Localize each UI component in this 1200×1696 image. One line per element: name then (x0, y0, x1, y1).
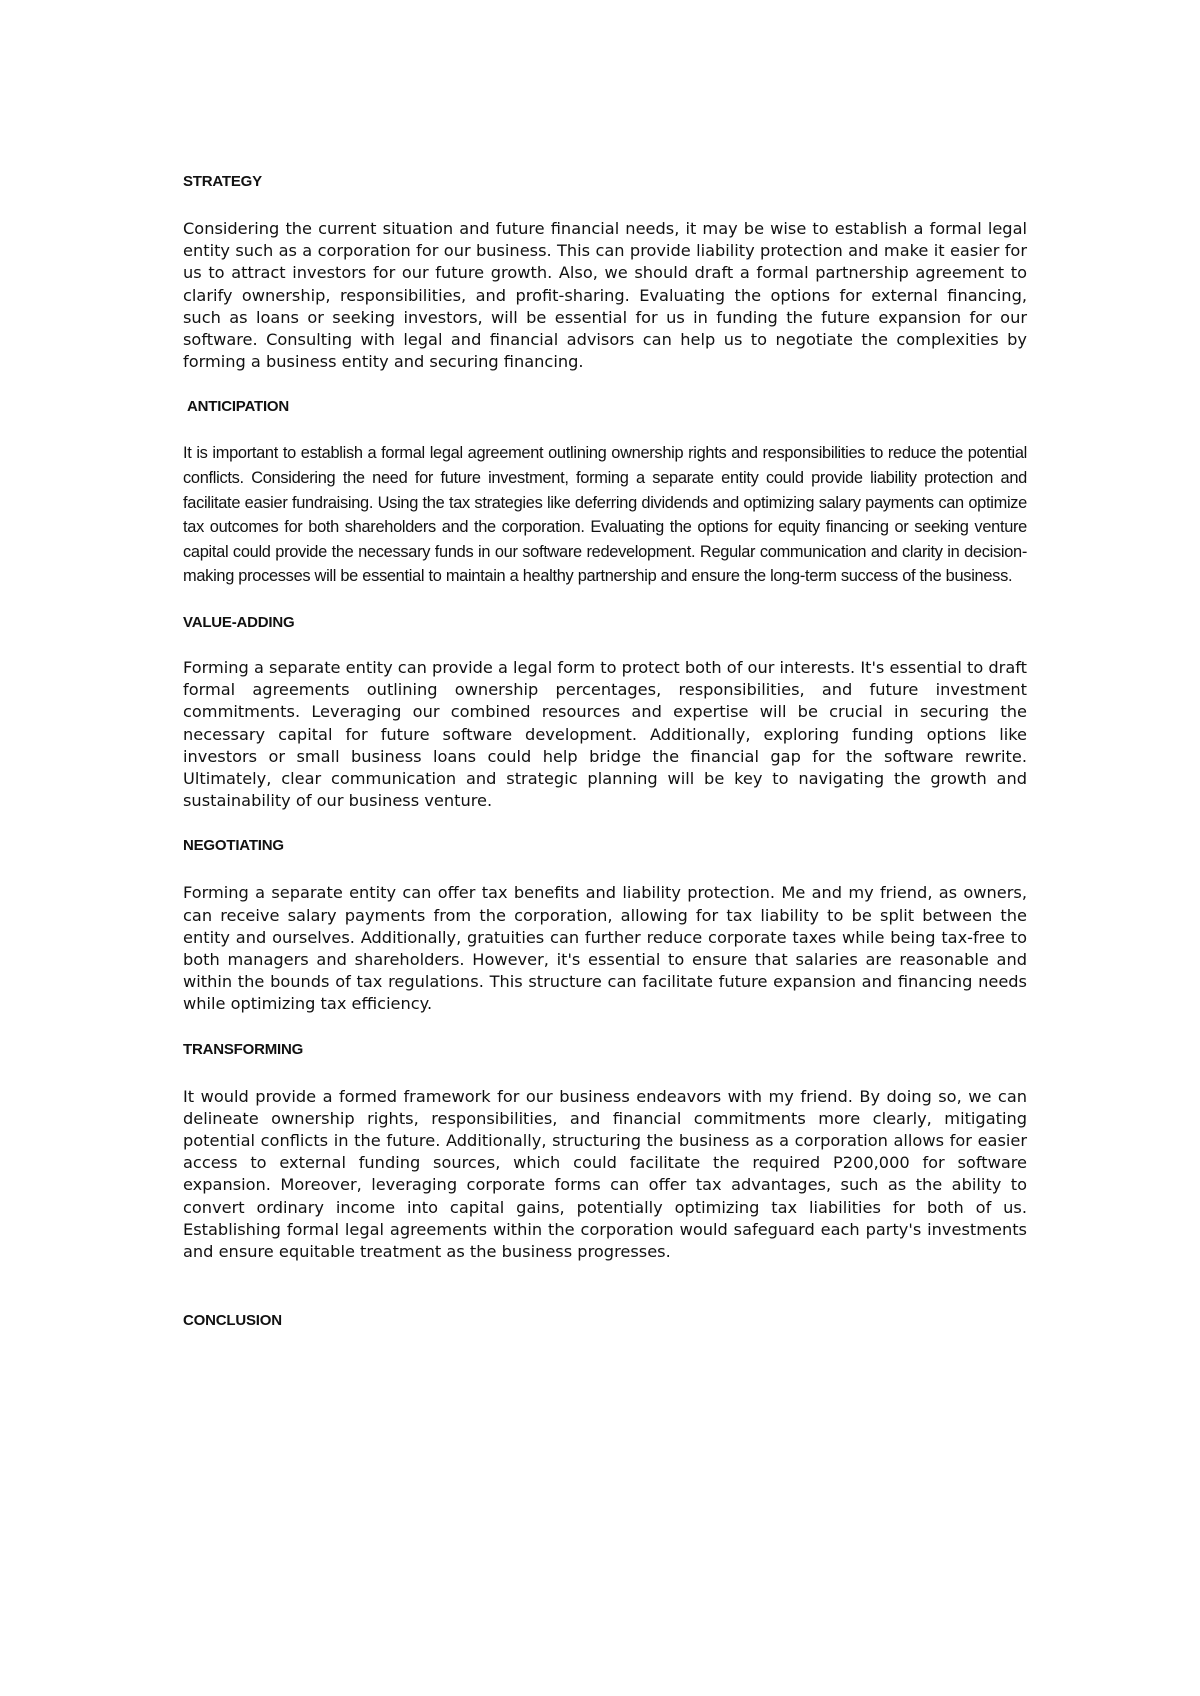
strategy-heading: STRATEGY (183, 173, 262, 190)
strategy-paragraph: Considering the current situation and future financial needs, it may be wise to establish a formal legal entity such as a corporation for our business. This can provide liability protection and make it easier for us to attract investors for our future growth. Also, we should draft a formal partnership agreement to clarify ownership, responsibilities, and profit-sharing. Evaluating the options for external financing, such as loans or seeking investors, will be essential for us in funding the future expansion for our software. Consulting with legal and financial advisors can help us to negotiate the complexities by forming a business entity and securing financing. (183, 219, 1027, 372)
value-adding-paragraph: Forming a separate entity can provide a legal form to protect both of our interests. It's essential to draft formal agreements outlining ownership percentages, responsibilities, and future investment commitments. Leveraging our combined resources and expertise will be crucial in securing the necessary capital for future software development. Additionally, exploring funding options like investors or small business loans could help bridge the financial gap for the software rewrite. Ultimately, clear communication and strategic planning will be key to navigating the growth and sustainability of our business venture. (183, 657, 1027, 811)
negotiating-paragraph: Forming a separate entity can offer tax benefits and liability protection. Me and my friend, as owners, can receive salary payments from the corporation, allowing for tax liability to be split between the entity and ourselves. Additionally, gratuities can further reduce corporate taxes while being tax-free to both managers and shareholders. However, it's essential to ensure that salaries are reasonable and within the bounds of tax regulations. This structure can facilitate future expansion and financing needs while optimizing tax efficiency. (183, 883, 1027, 1014)
transforming-paragraph: It would provide a formed framework for our business endeavors with my friend. By doing so, we can delineate ownership rights, responsibilities, and financial commitments more clearly, mitigating potential conflicts in the future. Additionally, structuring the business as a corporation allows for easier access to external funding sources, which could facilitate the required P200,000 for software expansion. Moreover, leveraging corporate forms can offer tax advantages, such as the ability to convert ordinary income into capital gains, potentially optimizing tax liabilities for both of us. Establishing formal legal agreements within the corporation would safeguard each party's investments and ensure equitable treatment as the business progresses. (183, 1086, 1027, 1262)
anticipation-paragraph: It is important to establish a formal legal agreement outlining ownership rights and responsibilities to reduce the potential conflicts. Considering the need for future investment, forming a separate entity could provide liability protection and facilitate easier fundraising. Using the tax strategies like deferring dividends and optimizing salary payments can optimize tax outcomes for both shareholders and the corporation. Evaluating the options for equity financing or seeking venture capital could provide the necessary funds in our software redevelopment. Regular communication and clarity in decision-making processes will be essential to maintain a healthy partnership and ensure the long-term success of the business. (183, 444, 1027, 586)
anticipation-heading: ANTICIPATION (187, 398, 290, 416)
value-adding-heading: VALUE-ADDING (183, 613, 295, 631)
document-body (183, 172, 1027, 1331)
negotiating-heading: NEGOTIATING (183, 837, 284, 855)
conclusion-heading: CONCLUSION (183, 1312, 282, 1330)
transforming-heading: TRANSFORMING (183, 1040, 304, 1058)
